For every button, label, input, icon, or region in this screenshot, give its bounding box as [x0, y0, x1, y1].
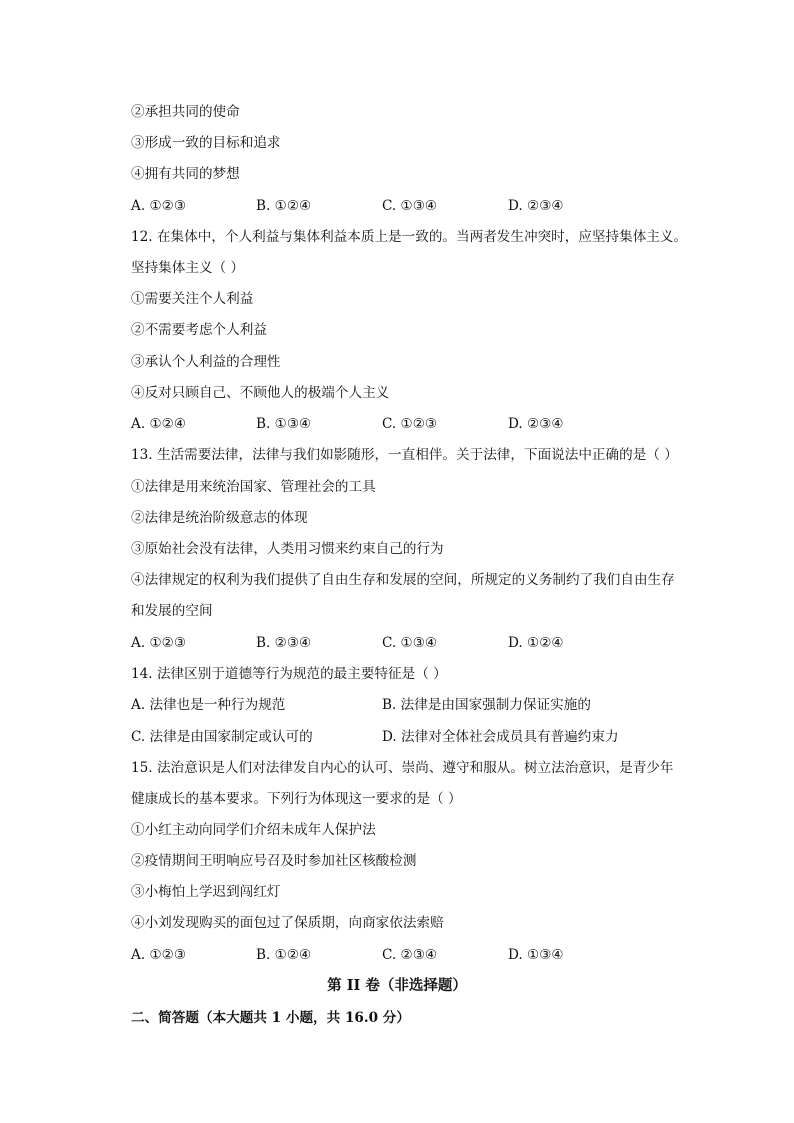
item-line: ②承担共同的使命: [131, 104, 240, 120]
item-line: ①法律是用来统治国家、管理社会的工具: [131, 479, 376, 495]
item-line: ④法律规定的权利为我们提供了自由生存和发展的空间，所规定的义务制约了我们自由生存: [131, 572, 675, 588]
option-c: C. ①③④: [382, 635, 438, 651]
option-a: A. ①②③: [131, 947, 187, 963]
question-stem: 14. 法律区别于道德等行为规范的最主要特征是（ ）: [131, 666, 447, 682]
item-line: ③原始社会没有法律，人类用习惯来约束自己的行为: [131, 541, 444, 557]
option-d: D. ①②④: [508, 635, 564, 651]
option-c: C. 法律是由国家制定或认可的: [131, 729, 313, 745]
option-a: A. ①②④: [131, 416, 187, 432]
option-c: C. ①③④: [382, 198, 438, 214]
option-c: C. ①②③: [382, 416, 438, 432]
item-line: ④拥有共同的梦想: [131, 166, 240, 182]
item-line: ②疫情期间王明响应号召及时参加社区核酸检测: [131, 853, 417, 869]
item-line: ①小红主动向同学们介绍未成年人保护法: [131, 822, 376, 838]
option-d: D. 法律对全体社会成员具有普遍约束力: [382, 729, 619, 745]
question-stem: 13. 生活需要法律，法律与我们如影随形，一直相伴。关于法律，下面说法中正确的是（ ）: [131, 447, 678, 463]
option-d: D. ②③④: [508, 198, 564, 214]
option-a: A. ①②③: [131, 198, 187, 214]
option-d: D. ①③④: [508, 947, 564, 963]
option-b: B. ①②④: [256, 947, 312, 963]
option-d: D. ②③④: [508, 416, 564, 432]
question-stem: 12. 在集体中，个人利益与集体利益本质上是一致的。当两者发生冲突时，应坚持集体主义。: [131, 229, 688, 245]
option-b: B. ②③④: [256, 635, 312, 651]
item-line: ①需要关注个人利益: [131, 291, 254, 307]
item-line: ④反对只顾自己、不顾他人的极端个人主义: [131, 385, 390, 401]
item-line: ②不需要考虑个人利益: [131, 322, 267, 338]
item-line: ③承认个人利益的合理性: [131, 354, 281, 370]
item-line: ③形成一致的目标和追求: [131, 135, 281, 151]
section-heading: 二、简答题（本大题共 1 小题，共 16.0 分）: [131, 1010, 410, 1026]
option-b: B. ①②④: [256, 198, 312, 214]
item-line: ②法律是统治阶级意志的体现: [131, 510, 308, 526]
question-stem: 15. 法治意识是人们对法律发自内心的认可、崇尚、遵守和服从。树立法治意识，是青少年: [131, 760, 674, 776]
question-stem: 坚持集体主义（ ）: [131, 260, 245, 276]
option-b: B. 法律是由国家强制力保证实施的: [382, 697, 591, 713]
question-stem: 健康成长的基本要求。下列行为体现这一要求的是（ ）: [131, 791, 462, 807]
item-line: 和发展的空间: [131, 603, 213, 619]
option-a: A. 法律也是一种行为规范: [131, 697, 286, 713]
section-title: 第 II 卷（非选择题）: [327, 977, 467, 994]
option-c: C. ②③④: [382, 947, 438, 963]
item-line: ③小梅怕上学迟到闯红灯: [131, 884, 281, 900]
option-b: B. ①③④: [256, 416, 312, 432]
item-line: ④小刘发现购买的面包过了保质期，向商家依法索赔: [131, 915, 444, 931]
option-a: A. ①②③: [131, 635, 187, 651]
